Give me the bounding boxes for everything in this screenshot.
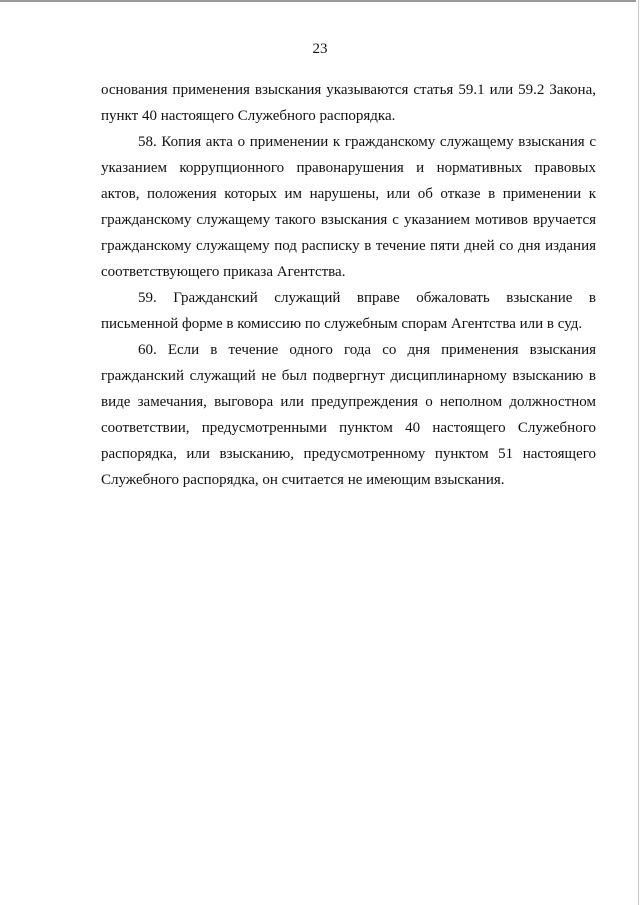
text-line: 60. Если в течение одного года со дня применения взыскания bbox=[138, 342, 596, 358]
paragraph-59 bbox=[101, 285, 596, 337]
page-right-border bbox=[638, 0, 639, 905]
paragraph-continuation bbox=[101, 77, 596, 129]
paragraph-60 bbox=[101, 337, 596, 493]
text-line: соответствии, предусмотренными пунктом 40 настоящего Служебного bbox=[101, 420, 596, 436]
text-line: Служебного распорядка, он считается не имеющим взыскания. bbox=[101, 472, 505, 488]
text-line: гражданскому служащему такого взыскания с указанием мотивов вручается bbox=[101, 212, 596, 228]
page-number: 23 bbox=[312, 41, 328, 57]
text-line: гражданский служащий не был подвергнут дисциплинарному взысканию в bbox=[101, 368, 596, 384]
document-body bbox=[101, 77, 596, 493]
page-top-border bbox=[0, 0, 636, 2]
text-line: основания применения взыскания указываются статья 59.1 или 59.2 Закона, bbox=[101, 82, 596, 98]
text-line: пункт 40 настоящего Служебного распорядка. bbox=[101, 108, 396, 124]
text-line: письменной форме в комиссию по служебным спорам Агентства или в суд. bbox=[101, 316, 583, 332]
text-line: указанием коррупционного правонарушения и нормативных правовых bbox=[101, 160, 596, 176]
text-line: виде замечания, выговора или предупреждения о неполном должностном bbox=[101, 394, 596, 410]
text-line: гражданскому служащему под расписку в течение пяти дней со дня издания bbox=[101, 238, 596, 254]
paragraph-58 bbox=[101, 129, 596, 285]
text-line: распорядка, или взысканию, предусмотренному пунктом 51 настоящего bbox=[101, 446, 596, 462]
text-line: соответствующего приказа Агентства. bbox=[101, 264, 346, 280]
text-line: актов, положения которых им нарушены, или об отказе в применении к bbox=[101, 186, 596, 202]
text-line: 58. Копия акта о применении к гражданскому служащему взыскания с bbox=[138, 134, 596, 150]
text-line: 59. Гражданский служащий вправе обжаловать взыскание в bbox=[138, 290, 596, 306]
